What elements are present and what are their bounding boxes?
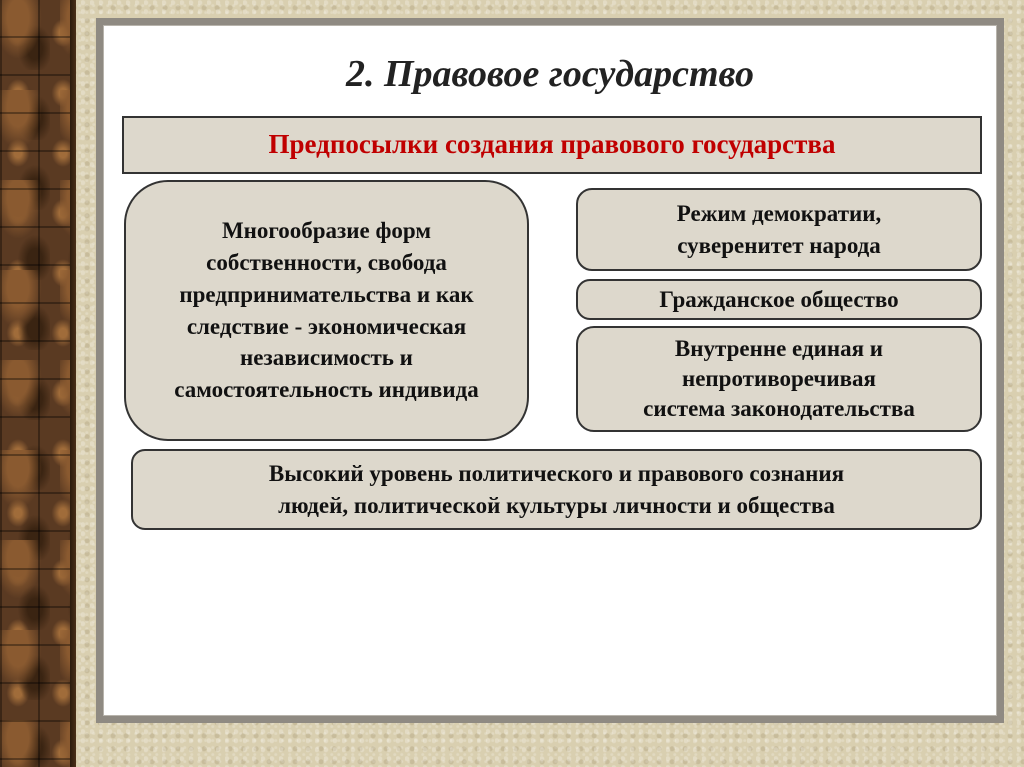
democracy-box bbox=[576, 188, 982, 271]
legislation-box bbox=[576, 326, 982, 432]
decorative-wood-strip bbox=[0, 0, 75, 767]
header-box bbox=[122, 116, 982, 174]
civil-society-box bbox=[576, 279, 982, 320]
civil-society-text: Гражданское общество bbox=[659, 286, 899, 312]
slide-title: 2. Правовое государство bbox=[345, 53, 755, 95]
legislation-text: Внутренне единая и непротиворечивая система законодательства bbox=[643, 336, 915, 421]
left-premise-text: Многообразие форм собственности, свобода предпринимательства и как следствие - экономическая независимость и самостоятельность индивида bbox=[174, 218, 479, 402]
header-text: Предпосылки создания правового государства bbox=[268, 129, 836, 160]
democracy-text: Режим демократии, суверенитет народа bbox=[676, 200, 882, 258]
decorative-strip-edge bbox=[70, 0, 76, 767]
consciousness-box bbox=[131, 449, 982, 530]
left-premise-box bbox=[124, 180, 529, 441]
consciousness-text: Высокий уровень политического и правового сознания людей, политической культуры личности и общества bbox=[268, 460, 845, 518]
